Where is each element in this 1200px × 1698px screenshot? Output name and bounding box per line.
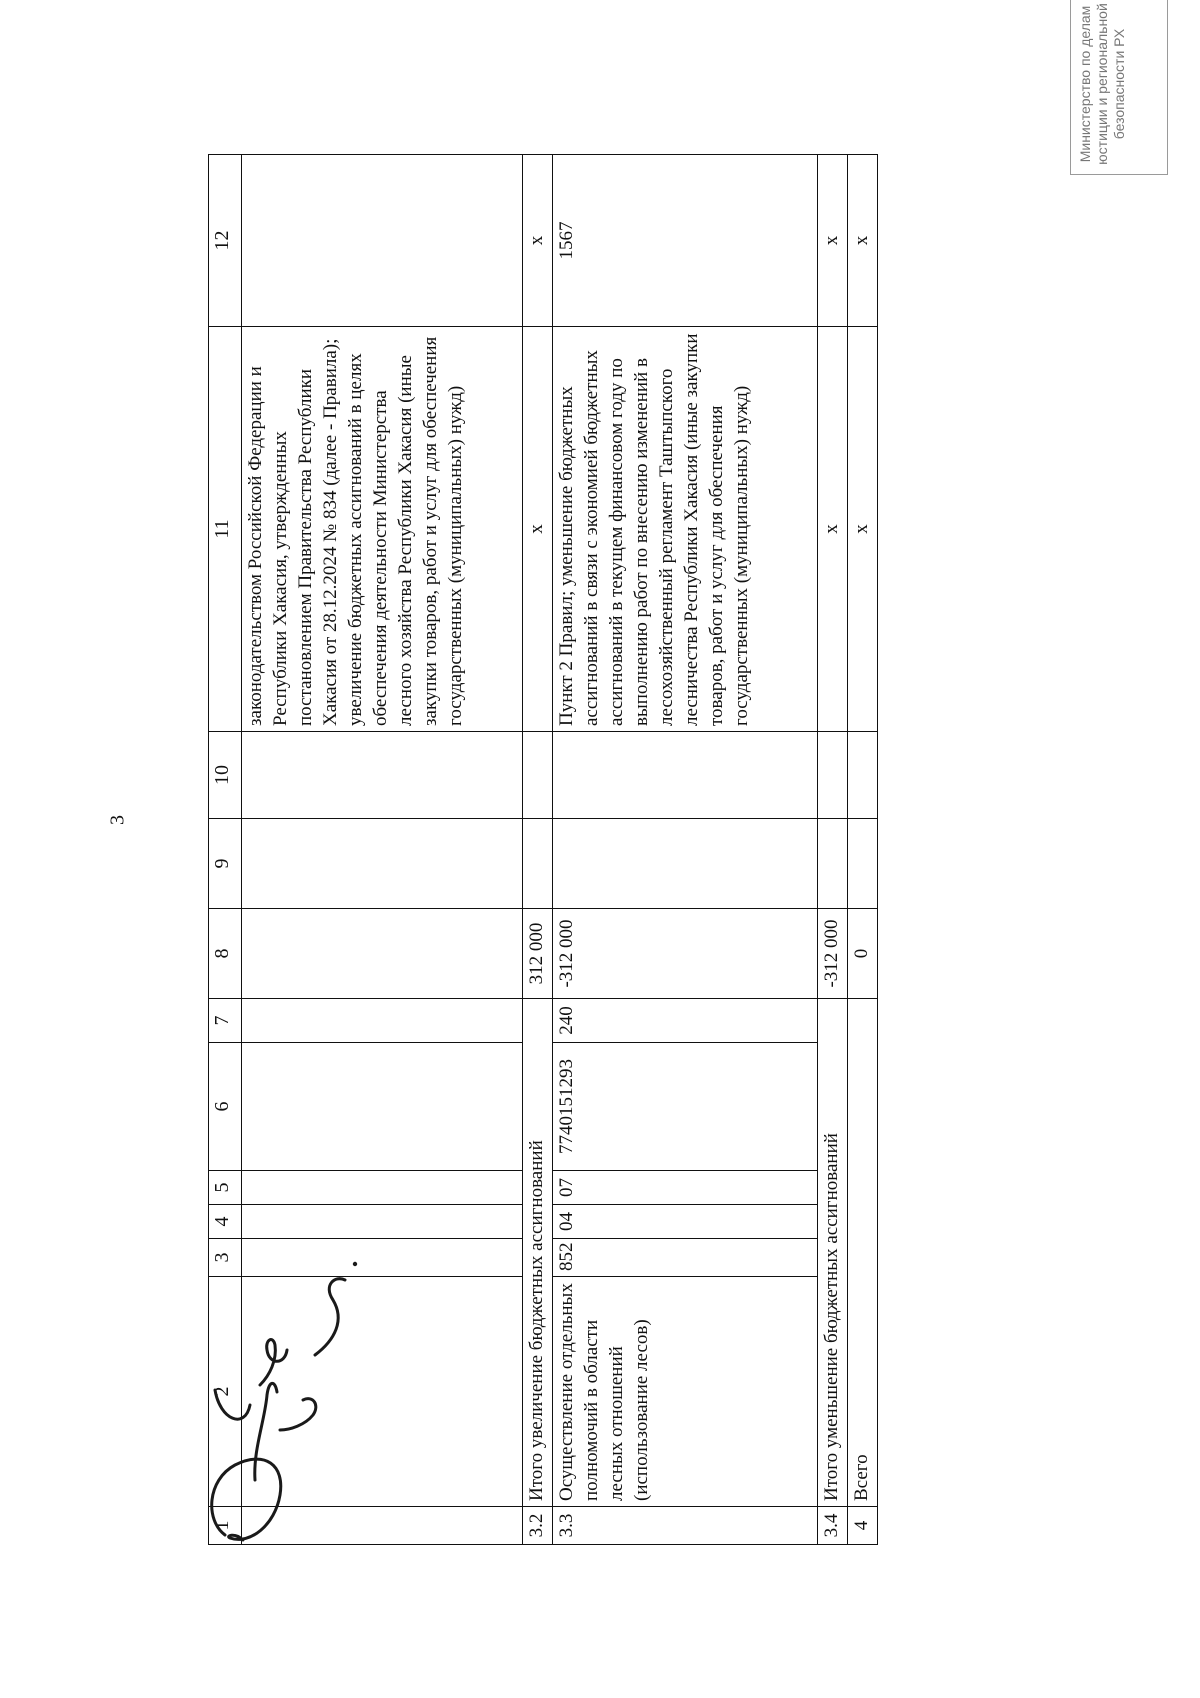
- row-number: 4: [848, 1507, 878, 1545]
- table-row: [848, 155, 878, 1545]
- header-cell: 12: [209, 155, 242, 327]
- row-number: 3.2: [523, 1507, 553, 1545]
- ministry-code: 852: [553, 1239, 818, 1277]
- header-cell: 3: [209, 1239, 242, 1277]
- basis-text-cell: Пункт 2 Правил; уменьшение бюджетных ассигнований в связи с экономией бюджетных ассигнований в текущем финансовом году по выполнению работ по внесению изменений в лесохозяйственный регламент Таштыпского лесничества Республики Хакасия (иные закупки товаров, работ и услуг для обеспечения государственных (муниципальных) нужд): [553, 327, 818, 732]
- ministry-stamp: [1070, 0, 1168, 175]
- header-cell: 10: [209, 732, 242, 819]
- stamp-line: безопасности РХ: [1111, 28, 1127, 140]
- header-cell: 2: [209, 1277, 242, 1507]
- handwritten-signature: [195, 1180, 375, 1560]
- amount-cell: -312 000: [553, 909, 818, 999]
- header-cell: 5: [209, 1171, 242, 1205]
- total-label: Всего: [848, 999, 878, 1507]
- header-cell: 7: [209, 999, 242, 1043]
- target-article-code: 7740151293: [553, 1043, 818, 1171]
- stamp-line: Министерство по делам: [1077, 5, 1093, 163]
- basis-text-cell: x: [523, 327, 553, 732]
- row-number: 3.3: [553, 1507, 818, 1545]
- code-cell: x: [818, 155, 848, 327]
- header-cell: 1: [209, 1507, 242, 1545]
- basis-text-cell: законодательством Российской Федерации и Республики Хакасия, утвержденных постановлением Правительства Республики Хакасия от 28.12.2024 № 834 (далее - Правила); увеличение бюджетных ассигнований в целях обеспечения деятельности Министерства лесного хозяйства Республики Хакасия (иные закупки товаров, работ и услуг для обеспечения государственных (муниципальных) нужд): [242, 327, 523, 732]
- total-label: Итого увеличение бюджетных ассигнований: [523, 999, 553, 1507]
- basis-text-cell: x: [818, 327, 848, 732]
- header-cell: 8: [209, 909, 242, 999]
- amount-cell: 312 000: [523, 909, 553, 999]
- description-cell: Осуществление отдельных полномочий в области лесных отношений (использование лесов): [553, 1277, 818, 1507]
- stamp-line: юстиции и региональной: [1094, 3, 1110, 165]
- table-row: [523, 155, 553, 1545]
- section-code: 04: [553, 1205, 818, 1239]
- table-row: [553, 155, 818, 1545]
- header-cell: 9: [209, 819, 242, 909]
- header-cell: 4: [209, 1205, 242, 1239]
- basis-text-cell: x: [848, 327, 878, 732]
- row-number: 3.4: [818, 1507, 848, 1545]
- amount-cell: 0: [848, 909, 878, 999]
- table-row: [818, 155, 848, 1545]
- code-cell: 1567: [553, 155, 818, 327]
- header-cell: 6: [209, 1043, 242, 1171]
- amount-cell: -312 000: [818, 909, 848, 999]
- header-cell: 11: [209, 327, 242, 732]
- code-cell: x: [523, 155, 553, 327]
- total-label: Итого уменьшение бюджетных ассигнований: [818, 999, 848, 1507]
- subsection-code: 07: [553, 1171, 818, 1205]
- expense-type-code: 240: [553, 999, 818, 1043]
- page-number: 3: [106, 815, 129, 825]
- code-cell: x: [848, 155, 878, 327]
